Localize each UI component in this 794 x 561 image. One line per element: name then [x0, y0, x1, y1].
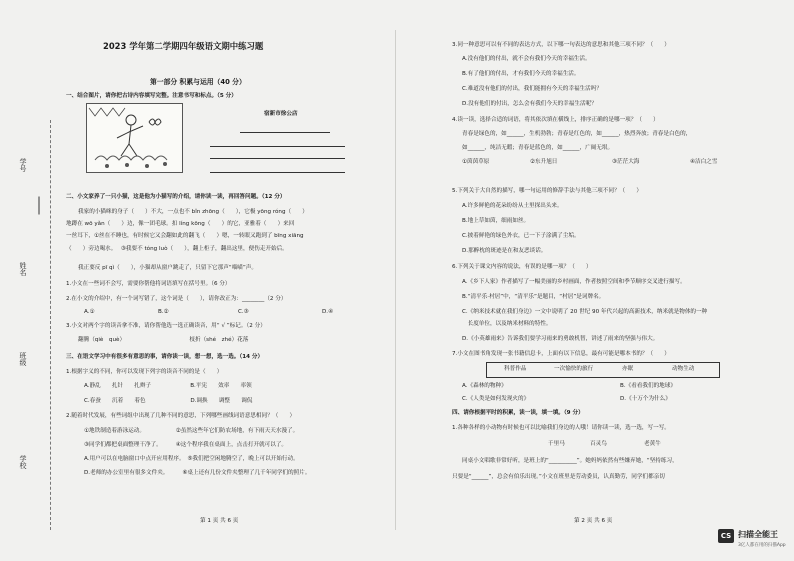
q2-option-d[interactable]: D.④	[322, 309, 334, 315]
card-field-4: 动物生动	[672, 366, 695, 372]
section-two-heading: 二、小文家养了一只小猫，这是他为小猫写的介绍，请你读一读，再回答问题。（12 分）	[66, 194, 286, 200]
q3-pinyin-line[interactable]: 翻腾（qiè què） 枝折（shé zhé）花落	[78, 337, 249, 343]
r-question-4: 4.读一读，选择合适的词语，将其依次填在横线上，排序正确的是哪一项？（ ）	[452, 117, 659, 123]
r-q5-option-b[interactable]: B.地上草如茵，细雨如丝。	[462, 218, 530, 224]
r-q3-option-d[interactable]: D.没有他们的付出，怎么会有我们今天的幸福生活呢？	[462, 101, 597, 107]
left-page-footer: 第 1 页 共 6 页	[200, 518, 239, 524]
card-field-3: 亦眠	[622, 366, 634, 372]
right-page-footer: 第 2 页 共 6 页	[574, 518, 613, 524]
s3-q1-options-cd[interactable]: C.春蚕 沉着 着色 D.调换 调整 调侃	[84, 398, 253, 404]
r-q6-option-c[interactable]: C.《纳米技术就在我们身边》一文中说明了 20 世纪 90 年代兴起的高新技术，纳米就是物体的一种	[462, 309, 708, 315]
passage-line-4: （ ）旁边喝水。 ③我要不 tóng luò（ ），翻上柜子，翻出这里，便伤走开始后。	[66, 246, 288, 252]
passage-line-1: 我家的小猫咪的身子（ ）不大，一点也不 bǐn zhōng（ ），它极 yōng róng（ ）	[78, 209, 308, 215]
q2-option-b[interactable]: B.②	[158, 309, 169, 315]
poem-line-3[interactable]	[210, 158, 345, 159]
s4-animal-3: 老黄牛	[644, 441, 661, 447]
s3-q2-item-3: A.用户可以在电脑窗口中点开应用程序。 ⑤我们把空闲地腾空了，晚上可以开始行动。	[84, 456, 299, 462]
r-q6-option-a[interactable]: A.《乡下人家》作者描写了一幅美丽的乡村画面，作者按照空间和季节顺序交叉进行描写。	[462, 279, 686, 285]
r-q4-passage-1: 青春是绿色的，如______，生机勃勃；青春是红色的，如______，热烈奔放；青春是白色的，	[462, 131, 692, 137]
s3-q2-item-2: ③同学们都把桌面整理干净了。 ④这个程序我在桌面上，点击打开就可以了。	[84, 442, 288, 448]
sidebar-label-name: 姓名	[19, 262, 27, 276]
r-q5-option-d[interactable]: D.那醉枕的斑迹是在和友恶谈话。	[462, 248, 547, 254]
scanner-logo-icon: CS	[718, 529, 734, 543]
s4-passage-2: 只要是“______”，总会有伯乐出现。”小文在班里是劳动委员，认真勤劳，同学们都亲切	[452, 474, 665, 480]
question-2: 2.在小文的介绍中，有一个词写错了，这个词是（ ），请你改正为：________（2 分）	[66, 296, 287, 302]
r-q7-option-b[interactable]: B.《看看我们的地球》	[620, 383, 676, 389]
q2-option-a[interactable]: A.①	[84, 309, 95, 315]
card-field-2: 一次愉快的旅行	[554, 366, 594, 372]
r-question-6: 6.下列关于课文内容的说法，有误的是哪一项？（ ）	[452, 264, 592, 270]
r-q7-option-a[interactable]: A.《森林的物种》	[462, 383, 507, 389]
r-q7-option-c[interactable]: C.《人类是如何发现火的》	[462, 396, 530, 402]
r-q6-option-b[interactable]: B.“清平乐·村居”中，“清平乐”是题目，“村居”是词牌名。	[462, 294, 605, 300]
poem-line-2[interactable]	[210, 146, 345, 147]
r-q4-option-2[interactable]: ②东升旭日	[530, 159, 558, 165]
passage-line-5: 我正要反 pī qì（ ），小猫却从窗户跳走了，只留下它那声“喵喵”声。	[78, 265, 257, 271]
poem-illustration	[86, 103, 183, 173]
s4-passage-1: 同桌小文唱歌非常好听，是班上的“__________”。她妈妈依然有些嫌弃她，“坚持练习，	[462, 458, 678, 464]
sidebar-blank-line	[39, 197, 40, 215]
poem-line-4[interactable]	[210, 172, 345, 173]
r-q4-option-3[interactable]: ③茫茫大海	[612, 159, 640, 165]
r-q4-option-1[interactable]: ①茵茵草原	[462, 159, 490, 165]
binding-line	[50, 120, 51, 530]
q2-option-c[interactable]: C.③	[238, 309, 249, 315]
page-divider	[395, 30, 396, 530]
s3-q2-item-1: ①地铁制造着游泳运动。 ②虽然这些年它们防农场地，有下雨天天水漫了。	[84, 428, 299, 434]
passage-line-3: 一丝耳下，①丝在不睡也，有时候它又会翻如此的翻飞（ ）嗯，一转眼又跑到了 bīng xiāng	[66, 233, 304, 239]
scanner-app-name: 扫描全能王	[738, 530, 778, 539]
s3-question-1: 1.根据字义的不同，你可以发现下列字的读音不同的是（ ）	[66, 369, 223, 375]
card-field-1: 科普作品	[504, 366, 527, 372]
r-q6-option-d[interactable]: D.《小英雄雨来》告诉我们要学习雨来的勇敢机智，讲述了雨来的坚强与伟大。	[462, 336, 659, 342]
r-q3-option-a[interactable]: A.没有他们的付出，就不会有我们今天的幸福生活。	[462, 56, 591, 62]
poem-line-1[interactable]	[240, 132, 330, 133]
s4-question-1: 1.各种各样的小动物有时候也可以比喻我们身边的人哦！请你读一读，选一选，写一写。	[452, 425, 670, 431]
r-q4-passage-2: 如______，纯洁无暇；青春是蓝色的，如______，广阔无垠。	[462, 145, 614, 151]
sidebar-label-class: 班级	[19, 352, 27, 366]
r-question-7: 7.小文在图书角发现一张书籍信息卡，上面有以下信息，最有可能是哪本书的？（ ）	[452, 351, 670, 357]
r-q3-option-c[interactable]: C.难道没有他们的付出，我们能拥有今天的幸福生活吗？	[462, 86, 602, 92]
passage-line-2: 地蹲在 wō yǎn（ ）边，像一团毛球。扣 líng kōng（ ）的它，亚雅着（ ）来回	[66, 221, 295, 227]
question-1: 1.小文在一些词不会写，需要你帮他将词语填写在括号里。（6 分）	[66, 281, 231, 287]
r-q6-option-c-cont: 长度单位，以及纳米材料的特性。	[462, 321, 552, 327]
poem-title: 宿新市徐公店	[264, 111, 298, 117]
r-question-3: 3.同一种意思可以有不同的表达方式，以下哪一句表达的意思和其他三项不同？（ ）	[452, 42, 670, 48]
section-three-heading: 三、在语文学习中有很多有意思的事，请你读一读，想一想，选一选。（14 分）	[66, 354, 264, 360]
page-title: 2023 学年第二学期四年级语文期中练习题	[103, 41, 264, 51]
scanner-tagline: 3亿人都在用的扫描App	[738, 543, 786, 548]
sidebar-label-school: 学校	[19, 455, 27, 469]
r-question-5: 5.下列关于大自然的描写，哪一句运用的修辞手法与其他三项不同？（ ）	[452, 188, 642, 194]
r-q5-option-a[interactable]: A.许多鲜艳的花朵纷纷从土里探出头来。	[462, 203, 563, 209]
r-q4-option-4[interactable]: ④洁白之雪	[690, 159, 718, 165]
s4-animal-1: 千里马	[548, 441, 565, 447]
section-four-heading: 四、请你根据平时的积累，读一读，填一填。（9 分）	[452, 410, 584, 416]
section-one-heading: 一、结合图片，请你把古诗内容填写完整。注意书写和标点。（5 分）	[66, 93, 237, 99]
part-one-heading: 第一部分 积累与运用（40 分）	[150, 78, 246, 86]
s3-q2-item-4: D.老师的办公室里有很多文件夹。 ⑥桌上还有几份文件夹整理了几千年同学们的照片。	[84, 470, 311, 476]
r-q5-option-c[interactable]: C.披着鲜艳的绿色外衣，已一下子涂满了尘垢。	[462, 233, 580, 239]
sidebar-label-id: 学号	[19, 158, 27, 172]
s3-question-2: 2.随着时代发展，有些词组中出现了几种不同的意思，下列哪些画线词语意思相同？（ ）	[66, 413, 296, 419]
s3-q1-options-ab[interactable]: A.静乱 扎针 扎辫子 B.平宪 效率 率领	[84, 383, 252, 389]
r-q3-option-b[interactable]: B.有了他们的付出，才有我们今天的幸福生活。	[462, 71, 580, 77]
child-chasing-butterfly-drawing	[87, 104, 182, 172]
question-3: 3.小文对两个字的读音拿不准，请你帮他选一选正确读音，用“ √ ”标记。（2 分）	[66, 323, 266, 329]
s4-animal-2: 百灵鸟	[590, 441, 607, 447]
r-q7-option-d[interactable]: D.《十万个为什么》	[620, 396, 671, 402]
